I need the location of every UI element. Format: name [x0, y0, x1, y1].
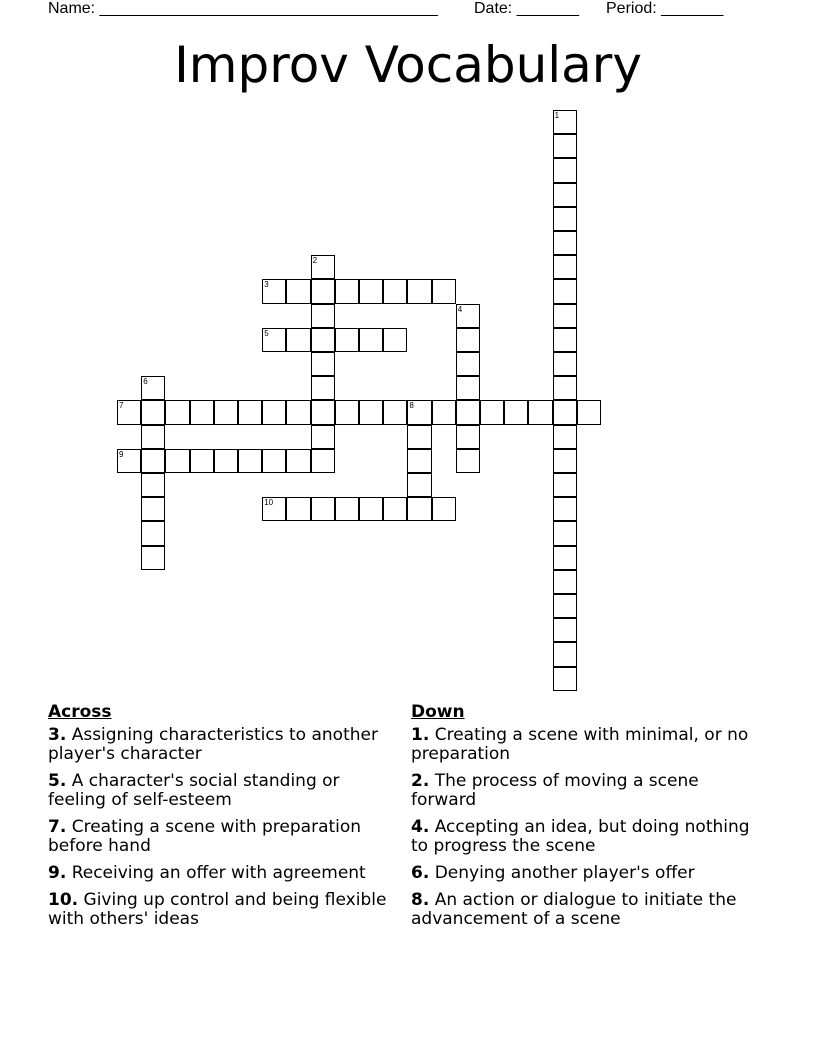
- clue-number-label: 8: [409, 401, 414, 411]
- crossword-cell[interactable]: [456, 328, 480, 352]
- crossword-cell[interactable]: [432, 497, 456, 521]
- crossword-cell[interactable]: [432, 400, 456, 424]
- down-heading: Down: [411, 702, 465, 722]
- crossword-cell[interactable]: [553, 279, 577, 303]
- clue-across-3: 3. Assigning characteristics to another player's character: [48, 725, 378, 764]
- crossword-cell[interactable]: [311, 400, 335, 424]
- crossword-cell[interactable]: [311, 328, 335, 352]
- clue-number-label: 1: [554, 111, 560, 120]
- crossword-cell[interactable]: [335, 279, 359, 303]
- crossword-cell[interactable]: [383, 328, 407, 352]
- crossword-cell[interactable]: [335, 328, 359, 352]
- crossword-cell[interactable]: [165, 400, 189, 424]
- crossword-cell[interactable]: [335, 400, 359, 424]
- across-clues: [48, 702, 388, 937]
- crossword-cell[interactable]: [407, 473, 431, 497]
- crossword-cell[interactable]: [553, 521, 577, 545]
- crossword-cell[interactable]: [286, 449, 310, 473]
- crossword-cell[interactable]: [238, 400, 262, 424]
- crossword-cell[interactable]: [311, 449, 335, 473]
- crossword-cell[interactable]: [311, 376, 335, 400]
- crossword-cell[interactable]: [383, 400, 407, 424]
- crossword-cell[interactable]: [407, 400, 431, 424]
- crossword-cell[interactable]: [262, 400, 286, 424]
- clue-down-4: 4. Accepting an idea, but doing nothing to progress the scene: [411, 817, 750, 856]
- crossword-cell[interactable]: [286, 400, 310, 424]
- crossword-cell[interactable]: [238, 449, 262, 473]
- crossword-cell[interactable]: [553, 304, 577, 328]
- clue-number-label: 7: [119, 401, 124, 411]
- crossword-cell[interactable]: [383, 497, 407, 521]
- clue-number-label: 5: [264, 328, 269, 338]
- crossword-cell[interactable]: [528, 400, 552, 424]
- crossword-cell[interactable]: [141, 376, 165, 400]
- crossword-cell[interactable]: [553, 376, 577, 400]
- crossword-cell[interactable]: [553, 231, 577, 255]
- clue-down-6: 6. Denying another player's offer: [411, 863, 695, 883]
- clue-number-label: 10: [264, 498, 274, 508]
- crossword-cell[interactable]: [286, 497, 310, 521]
- crossword-cell[interactable]: [359, 400, 383, 424]
- crossword-cell[interactable]: [262, 449, 286, 473]
- crossword-cell[interactable]: [432, 279, 456, 303]
- crossword-cell[interactable]: [311, 352, 335, 376]
- crossword-cell[interactable]: [141, 400, 165, 424]
- clue-across-5: 5. A character's social standing or feeling of self-esteem: [48, 771, 340, 810]
- crossword-cell[interactable]: [553, 642, 577, 666]
- crossword-cell[interactable]: [553, 667, 577, 691]
- clue-number-label: 9: [119, 449, 124, 459]
- clue-down-2: 2. The process of moving a scene forward: [411, 771, 699, 810]
- crossword-cell[interactable]: [311, 425, 335, 449]
- crossword-cell[interactable]: [553, 352, 577, 376]
- crossword-cell[interactable]: [190, 449, 214, 473]
- crossword-cell[interactable]: [141, 521, 165, 545]
- crossword-cell[interactable]: [262, 279, 286, 303]
- crossword-cell[interactable]: [311, 497, 335, 521]
- crossword-cell[interactable]: [553, 134, 577, 158]
- clue-number-label: 6: [143, 377, 148, 387]
- crossword-cell[interactable]: [553, 328, 577, 352]
- clue-across-10: 10. Giving up control and being flexible with others' ideas: [48, 890, 387, 929]
- crossword-cell[interactable]: [553, 110, 577, 134]
- crossword-cell[interactable]: [407, 425, 431, 449]
- crossword-cell[interactable]: [456, 449, 480, 473]
- crossword-cell[interactable]: [286, 279, 310, 303]
- crossword-cell[interactable]: [553, 473, 577, 497]
- crossword-cell[interactable]: [214, 400, 238, 424]
- crossword-cell[interactable]: [553, 400, 577, 424]
- crossword-cell[interactable]: [553, 546, 577, 570]
- crossword-cell[interactable]: [117, 400, 141, 424]
- crossword-cell[interactable]: [335, 497, 359, 521]
- crossword-cell[interactable]: [383, 279, 407, 303]
- crossword-cell[interactable]: [456, 376, 480, 400]
- period-field[interactable]: Period: _______: [606, 0, 724, 17]
- date-field[interactable]: Date: _______: [474, 0, 579, 17]
- crossword-cell[interactable]: [553, 594, 577, 618]
- clue-number-label: 2: [312, 256, 318, 266]
- name-field[interactable]: Name: ______________________________________: [48, 0, 438, 17]
- crossword-cell[interactable]: [553, 207, 577, 231]
- clue-across-9: 9. Receiving an offer with agreement: [48, 863, 366, 883]
- crossword-cell[interactable]: [359, 497, 383, 521]
- crossword-cell[interactable]: [456, 304, 480, 328]
- crossword-cell[interactable]: [553, 449, 577, 473]
- across-heading: Across: [48, 702, 112, 722]
- crossword-cell[interactable]: [286, 328, 310, 352]
- crossword-cell[interactable]: [359, 279, 383, 303]
- crossword-cell[interactable]: [141, 497, 165, 521]
- crossword-cell[interactable]: [407, 449, 431, 473]
- page-title: Improv Vocabulary: [174, 36, 642, 94]
- clue-number-label: 4: [457, 304, 463, 314]
- crossword-cell[interactable]: [553, 158, 577, 182]
- crossword-cell[interactable]: [553, 255, 577, 279]
- crossword-cell[interactable]: [359, 328, 383, 352]
- crossword-cell[interactable]: [456, 400, 480, 424]
- crossword-cell[interactable]: [553, 570, 577, 594]
- crossword-cell[interactable]: [553, 497, 577, 521]
- crossword-cell[interactable]: [504, 400, 528, 424]
- crossword-cell[interactable]: [214, 449, 238, 473]
- down-clues: [411, 702, 761, 937]
- crossword-cell[interactable]: [190, 400, 214, 424]
- crossword-cell[interactable]: [141, 449, 165, 473]
- crossword-cell[interactable]: [456, 425, 480, 449]
- crossword-cell[interactable]: [141, 425, 165, 449]
- crossword-cell[interactable]: [577, 400, 601, 424]
- crossword-cell[interactable]: [141, 473, 165, 497]
- crossword-cell[interactable]: [553, 183, 577, 207]
- clue-down-8: 8. An action or dialogue to initiate the advancement of a scene: [411, 890, 737, 929]
- crossword-cell[interactable]: [262, 497, 286, 521]
- crossword-cell[interactable]: [311, 279, 335, 303]
- clue-across-7: 7. Creating a scene with preparation before hand: [48, 817, 362, 856]
- clue-down-1: 1. Creating a scene with minimal, or no preparation: [411, 725, 749, 764]
- crossword-cell[interactable]: [165, 449, 189, 473]
- crossword-cell[interactable]: [456, 352, 480, 376]
- crossword-cell[interactable]: [480, 400, 504, 424]
- clue-number-label: 3: [264, 280, 269, 290]
- crossword-cell[interactable]: [407, 497, 431, 521]
- crossword-cell[interactable]: [311, 255, 335, 279]
- crossword-cell[interactable]: [117, 449, 141, 473]
- crossword-cell[interactable]: [141, 546, 165, 570]
- crossword-cell[interactable]: [553, 425, 577, 449]
- crossword-cell[interactable]: [311, 304, 335, 328]
- crossword-cell[interactable]: [262, 328, 286, 352]
- crossword-cell[interactable]: [553, 618, 577, 642]
- crossword-cell[interactable]: [407, 279, 431, 303]
